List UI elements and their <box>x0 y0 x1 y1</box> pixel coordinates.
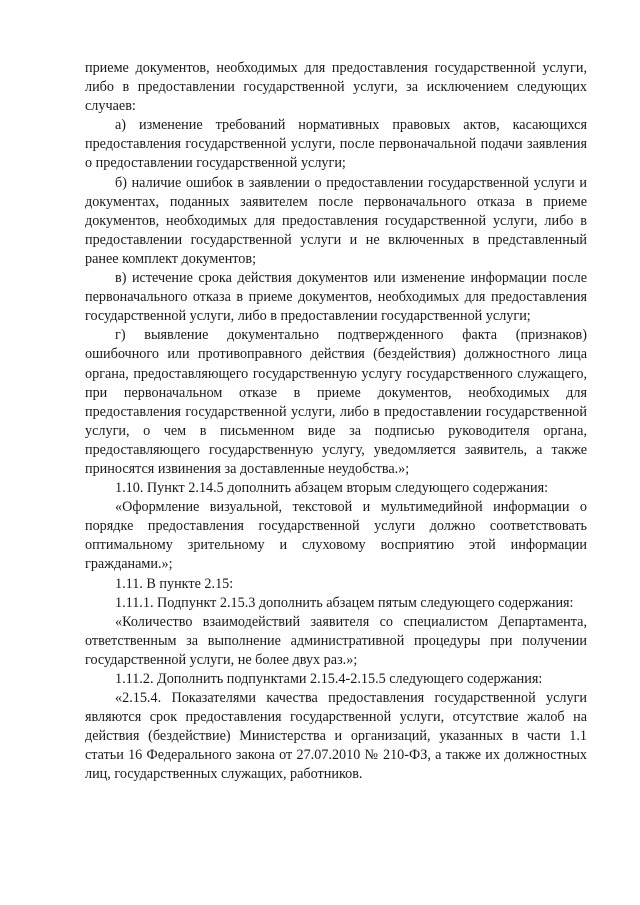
paragraph-quote-interactions: «Количество взаимодействий заявителя со специалистом Департамента, ответственным за выполнение административной процедуры при получении государственной услуги, не более двух раз.»; <box>85 613 587 668</box>
paragraph-quote-visual-info: «Оформление визуальной, текстовой и мультимедийной информации о порядке предоставления государственной услуги должно соответствовать оптимальному зрительному и слуховому восприятию этой информации гражданами.»; <box>85 499 587 573</box>
paragraph-1-11-1: 1.11.1. Подпункт 2.15.3 дополнить абзацем пятым следующего содержания: <box>115 594 574 611</box>
paragraph-1-10: 1.10. Пункт 2.14.5 дополнить абзацем вторым следующего содержания: <box>115 480 549 497</box>
paragraph-item-g: г) выявление документально подтвержденного факта (признаков) ошибочного или противоправного действия (бездействия) должностного лица органа, предоставляющего государственную услугу государственного служащего, при первоначальном отказе в приеме документов, необходимых для предоставления государственной услуги, либо в предоставлении государственной услуги, о чем в письменном виде за подписью руководителя органа, предоставляющего государственную услугу, уведомляется заявитель, а также приносятся извинения за доставленные неудобства.»; <box>85 327 587 477</box>
paragraph-quote-2-15-4: «2.15.4. Показателями качества предоставления государственной услуги являются срок предоставления государственной услуги, отсутствие жалоб на действия (бездействие) Министерства и организаций, указанных в части 1.1 статьи 16 Федерального закона от 27.07.2010 № 210-ФЗ, а также их должностных лиц, государственных служащих, работников. <box>85 690 587 783</box>
paragraph-item-v: в) истечение срока действия документов или изменение информации после первоначального отказа в приеме документов, необходимых для предоставления государственной услуги, либо в предоставлении государственной услуги; <box>85 270 587 325</box>
paragraph-1-11: 1.11. В пункте 2.15: <box>115 575 234 592</box>
paragraph-item-b: б) наличие ошибок в заявлении о предоставлении государственной услуги и документах, поданных заявителем после первоначального отказа в приеме документов, необходимых для предоставления государственной услуги, либо в предоставлении государственной услуги и не включенных в представленный ранее комплект документов; <box>85 174 587 267</box>
paragraph-continuation: приеме документов, необходимых для предоставления государственной услуги, либо в предоставлении государственной услуги, за исключением следующих случаев: <box>85 60 587 115</box>
paragraph-item-a: а) изменение требований нормативных правовых актов, касающихся предоставления государственной услуги, после первоначальной подачи заявления о предоставлении государственной услуги; <box>85 117 587 172</box>
paragraph-1-11-2: 1.11.2. Дополнить подпунктами 2.15.4-2.15.5 следующего содержания: <box>115 671 543 687</box>
document-page <box>85 59 587 785</box>
